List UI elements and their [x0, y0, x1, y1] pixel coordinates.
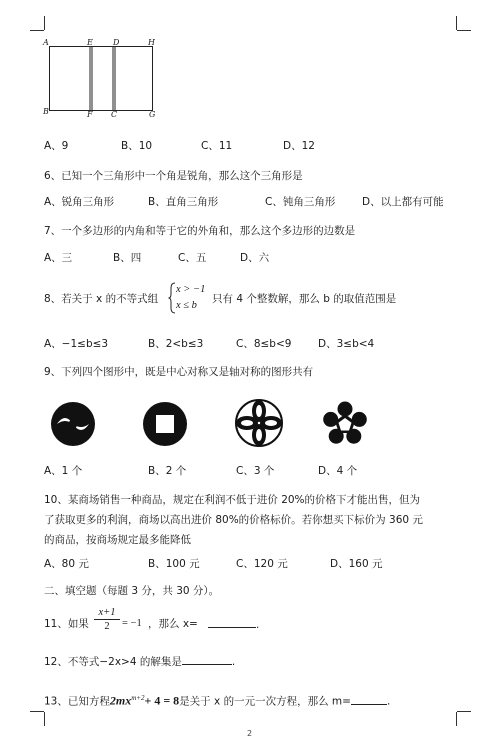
- q9-stem: 9、下列四个图形中，既是中心对称又是轴对称的图形共有: [44, 366, 314, 378]
- q8-stem-prefix: 8、若关于 x 的不等式组: [44, 293, 159, 305]
- crop-mark-bottom-left: [44, 712, 45, 726]
- label-f: F: [87, 110, 93, 119]
- q13-line: [44, 691, 390, 709]
- q13-end: .: [386, 695, 391, 708]
- q6-stem: 6、已知一个三角形中一个角是锐角，那么这个三角形是: [44, 170, 303, 182]
- label-d: D: [113, 38, 120, 47]
- label-g: G: [149, 110, 156, 119]
- q8-inequality-2: x ≤ b: [176, 300, 197, 311]
- crop-mark-bottom-right-h: [457, 711, 471, 712]
- q9-option-b: B、2 个: [148, 465, 187, 477]
- q11-numerator: x+1: [98, 607, 116, 618]
- q5-option-c: C、11: [201, 140, 233, 152]
- q7-option-c: C、五: [178, 252, 207, 264]
- q9-option-c: C、3 个: [236, 465, 275, 477]
- q10-stem-line-2: 了获取更多的利润，商场以高出进价 80%的价格标价。若你想买下标价为 360 元: [44, 514, 423, 526]
- q6-option-d: D、以上都有可能: [362, 196, 444, 208]
- q13-suffix: 是关于 x 的一元一次方程，那么 m=: [179, 695, 351, 708]
- rectangle-outline: [50, 47, 153, 111]
- q6-option-c: C、钝角三角形: [265, 196, 336, 208]
- q9-option-a: A、1 个: [44, 465, 83, 477]
- label-e: E: [87, 38, 93, 47]
- q10-stem-line-1: 10、某商场销售一种商品，规定在利润不低于进价 20%的价格下才能出售，但为: [44, 494, 421, 506]
- q13-exponent: m+2: [131, 694, 145, 702]
- q7-stem: 7、一个多边形的内角和等于它的外角和，那么这个多边形的边数是: [44, 225, 356, 237]
- q8-stem-suffix: 只有 4 个整数解，那么 b 的取值范围是: [212, 293, 397, 305]
- section-2-heading: 二、填空题（每题 3 分，共 30 分）。: [44, 585, 220, 597]
- q11-answer-blank[interactable]: [208, 617, 256, 628]
- rectangle-figure: [49, 46, 155, 112]
- q11-line: [44, 617, 89, 631]
- q8-option-d: D、3≤b<4: [318, 338, 375, 350]
- q11-fraction: [94, 606, 120, 633]
- q9-figure-1-swirl: [50, 401, 96, 447]
- q12-line: [44, 654, 235, 669]
- q13-answer-blank[interactable]: [351, 694, 387, 705]
- q13-prefix: 13、已知方程: [44, 695, 110, 708]
- q11-answer-group: [208, 617, 259, 632]
- q5-option-d: D、12: [283, 140, 315, 152]
- q9-figure-3-petals: [234, 398, 284, 448]
- q10-option-b: B、100 元: [148, 558, 200, 570]
- q8-option-a: A、−1≤b≤3: [44, 338, 109, 350]
- q5-option-b: B、10: [121, 140, 153, 152]
- q10-option-d: D、160 元: [330, 558, 383, 570]
- q11-prefix: 11、如果: [44, 618, 89, 630]
- q11-suffix: ，那么 x=: [148, 618, 198, 630]
- q9-figure-2-coin: [142, 401, 188, 447]
- q10-stem-line-3: 的商品，按商场规定最多能降低: [44, 534, 191, 546]
- q7-option-d: D、六: [240, 252, 270, 264]
- q8-inequality-1: x > −1: [176, 284, 206, 295]
- q10-option-a: A、80 元: [44, 558, 89, 570]
- q7-option-b: B、四: [113, 252, 142, 264]
- crop-mark-bottom-left-h: [30, 711, 44, 712]
- crop-mark-top-right-h: [457, 30, 471, 31]
- page-number: 2: [247, 729, 253, 738]
- q10-option-c: C、120 元: [236, 558, 288, 570]
- q9-figure-4-pentagon-flower: [322, 401, 368, 447]
- crop-mark-bottom-right: [456, 712, 457, 726]
- label-a: A: [43, 38, 49, 47]
- q6-option-b: B、直角三角形: [148, 196, 219, 208]
- crop-mark-top-right: [456, 16, 457, 30]
- crop-mark-top-left-h: [30, 30, 44, 31]
- q8-option-b: B、2<b≤3: [148, 338, 204, 350]
- label-h: H: [148, 38, 155, 47]
- q12-end: .: [231, 656, 236, 668]
- q8-brace: [168, 282, 176, 314]
- q12-prefix: 12、不等式−2x>4 的解集是: [44, 656, 182, 668]
- q8-option-c: C、8≤b<9: [236, 338, 292, 350]
- q11-equals: = −1: [122, 618, 142, 629]
- q11-end: .: [256, 619, 260, 631]
- q7-option-a: A、三: [44, 252, 73, 264]
- q9-option-d: D、4 个: [318, 465, 358, 477]
- q13-rest: + 4 = 8: [144, 693, 180, 708]
- q5-option-a: A、9: [44, 140, 69, 152]
- q11-denominator: 2: [104, 621, 110, 632]
- crop-mark-top-left: [44, 16, 45, 30]
- label-c: C: [111, 110, 118, 119]
- q13-term: 2mx: [109, 693, 132, 708]
- q12-answer-blank[interactable]: [182, 654, 232, 665]
- label-b: B: [43, 107, 49, 116]
- q6-option-a: A、锐角三角形: [44, 196, 115, 208]
